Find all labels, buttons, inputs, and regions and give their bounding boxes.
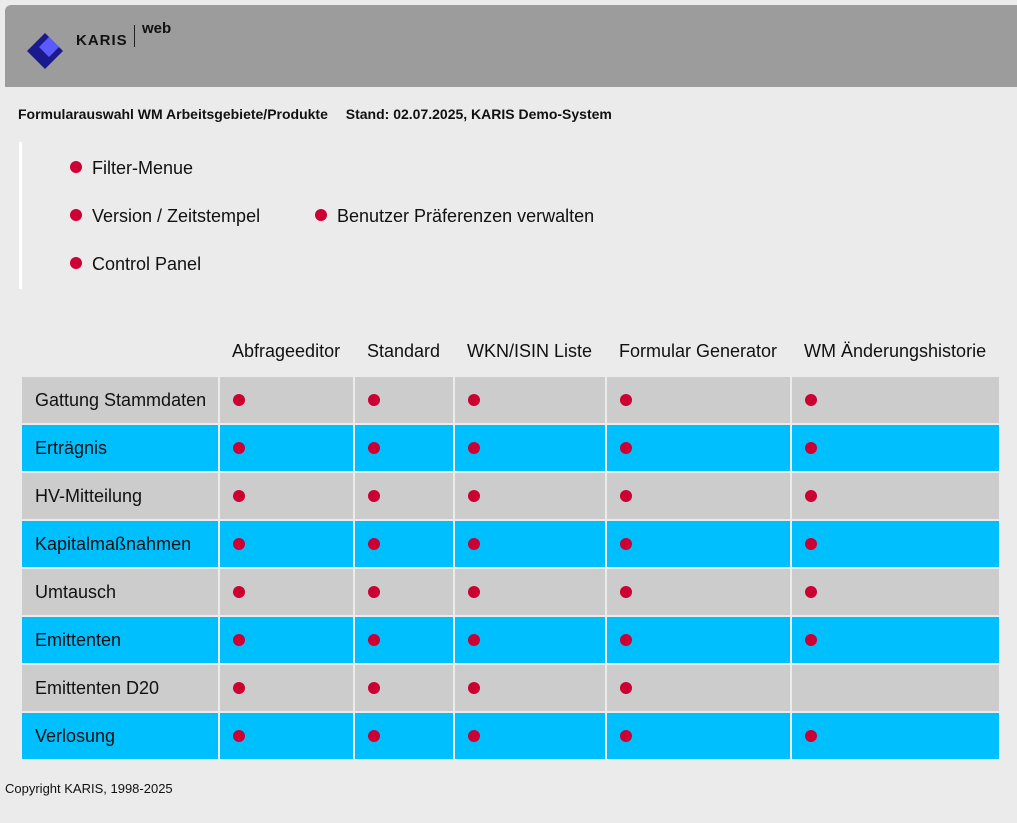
table-cell[interactable] [219, 472, 354, 520]
form-link-dot-icon[interactable] [805, 730, 817, 742]
form-link-dot-icon[interactable] [368, 442, 380, 454]
bullet-icon [70, 257, 82, 269]
row-label: Erträgnis [21, 424, 219, 472]
row-label: Emittenten D20 [21, 664, 219, 712]
table-header-row [21, 328, 1000, 376]
table-row [21, 664, 1000, 712]
form-link-dot-icon[interactable] [620, 634, 632, 646]
table-cell[interactable] [791, 568, 1000, 616]
table-row [21, 568, 1000, 616]
karis-diamond-logo-icon [25, 31, 65, 71]
table-cell[interactable] [454, 568, 606, 616]
form-link-dot-icon[interactable] [805, 538, 817, 550]
menu-item-preferences[interactable]: Benutzer Präferenzen verwalten [315, 206, 594, 227]
form-link-dot-icon[interactable] [468, 394, 480, 406]
table-cell[interactable] [354, 616, 454, 664]
form-link-dot-icon[interactable] [805, 634, 817, 646]
form-selection-table [20, 328, 1001, 761]
form-link-dot-icon[interactable] [368, 394, 380, 406]
brand-suffix: web [142, 20, 172, 37]
table-cell[interactable] [219, 616, 354, 664]
form-link-dot-icon[interactable] [620, 682, 632, 694]
form-link-dot-icon[interactable] [468, 538, 480, 550]
form-link-dot-icon[interactable] [805, 442, 817, 454]
form-link-dot-icon[interactable] [805, 586, 817, 598]
table-cell[interactable] [354, 568, 454, 616]
form-link-dot-icon[interactable] [620, 490, 632, 502]
form-link-dot-icon[interactable] [368, 634, 380, 646]
form-link-dot-icon[interactable] [233, 682, 245, 694]
table-cell[interactable] [606, 616, 791, 664]
form-link-dot-icon[interactable] [468, 442, 480, 454]
table-cell[interactable] [791, 520, 1000, 568]
form-link-dot-icon[interactable] [233, 730, 245, 742]
form-link-dot-icon[interactable] [233, 490, 245, 502]
table-cell[interactable] [454, 520, 606, 568]
column-header-empty [21, 328, 219, 376]
copyright-footer: Copyright KARIS, 1998-2025 [5, 781, 173, 796]
form-link-dot-icon[interactable] [233, 538, 245, 550]
table-cell[interactable] [454, 616, 606, 664]
form-link-dot-icon[interactable] [368, 730, 380, 742]
bullet-icon [315, 209, 327, 221]
table-row [21, 616, 1000, 664]
menu-item-control-panel[interactable]: Control Panel [70, 254, 201, 275]
form-link-dot-icon[interactable] [368, 538, 380, 550]
brand-name: KARIS [76, 32, 128, 49]
table-cell[interactable] [354, 712, 454, 760]
menu-item-version[interactable]: Version / Zeitstempel [70, 206, 260, 227]
table-cell[interactable] [454, 472, 606, 520]
row-label: Verlosung [21, 712, 219, 760]
table-cell[interactable] [791, 472, 1000, 520]
table-row [21, 472, 1000, 520]
column-header: WKN/ISIN Liste [467, 341, 593, 361]
table-cell[interactable] [219, 424, 354, 472]
form-link-dot-icon[interactable] [468, 682, 480, 694]
form-link-dot-icon[interactable] [368, 490, 380, 502]
row-label: Kapitalmaßnahmen [21, 520, 219, 568]
table-cell[interactable] [606, 424, 791, 472]
table-cell[interactable] [454, 376, 606, 424]
table-cell[interactable] [354, 424, 454, 472]
form-link-dot-icon[interactable] [620, 442, 632, 454]
column-header: WM Änderungshistorie [804, 341, 987, 361]
table-row [21, 376, 1000, 424]
stand-info: Stand: 02.07.2025, KARIS Demo-System [345, 106, 612, 122]
row-label: HV-Mitteilung [21, 472, 219, 520]
form-link-dot-icon[interactable] [468, 490, 480, 502]
form-link-dot-icon[interactable] [620, 730, 632, 742]
form-link-dot-icon[interactable] [233, 634, 245, 646]
app-header [5, 5, 1017, 87]
table-row [21, 712, 1000, 760]
table-cell[interactable] [454, 424, 606, 472]
row-label: Gattung Stammdaten [21, 376, 219, 424]
table-cell[interactable] [354, 664, 454, 712]
row-label: Emittenten [21, 616, 219, 664]
column-header: Formular Generator [619, 341, 778, 361]
table-cell[interactable] [791, 376, 1000, 424]
table-cell[interactable] [606, 712, 791, 760]
table-cell[interactable] [791, 616, 1000, 664]
table-cell[interactable] [219, 712, 354, 760]
form-link-dot-icon[interactable] [468, 586, 480, 598]
table-row [21, 520, 1000, 568]
form-link-dot-icon[interactable] [233, 394, 245, 406]
table-cell[interactable] [219, 376, 354, 424]
menu-item-filter[interactable]: Filter-Menue [70, 158, 193, 179]
form-link-dot-icon[interactable] [233, 586, 245, 598]
form-link-dot-icon[interactable] [805, 394, 817, 406]
page-subtitle [18, 106, 612, 122]
form-link-dot-icon[interactable] [368, 682, 380, 694]
bullet-icon [70, 161, 82, 173]
table-cell[interactable] [354, 376, 454, 424]
table-cell[interactable] [606, 664, 791, 712]
table-cell[interactable] [354, 472, 454, 520]
brand-separator [134, 25, 135, 47]
form-link-dot-icon[interactable] [805, 490, 817, 502]
form-link-dot-icon[interactable] [620, 538, 632, 550]
table-cell[interactable] [354, 520, 454, 568]
table-cell[interactable] [606, 376, 791, 424]
table-cell[interactable] [791, 712, 1000, 760]
table-cell[interactable] [606, 472, 791, 520]
table-body [21, 376, 1000, 760]
table-cell[interactable] [219, 568, 354, 616]
form-link-dot-icon[interactable] [620, 586, 632, 598]
form-link-dot-icon[interactable] [368, 586, 380, 598]
table-cell[interactable] [454, 664, 606, 712]
form-link-dot-icon[interactable] [468, 634, 480, 646]
table-cell [791, 664, 1000, 712]
table-cell[interactable] [606, 568, 791, 616]
column-header: Standard [367, 341, 441, 361]
table-cell[interactable] [606, 520, 791, 568]
table-row [21, 424, 1000, 472]
column-header: Abfrageeditor [232, 341, 341, 361]
table-cell[interactable] [219, 520, 354, 568]
table-cell[interactable] [454, 712, 606, 760]
table-cell[interactable] [791, 424, 1000, 472]
bullet-icon [70, 209, 82, 221]
quick-menu [19, 142, 622, 289]
row-label: Umtausch [21, 568, 219, 616]
form-link-dot-icon[interactable] [468, 730, 480, 742]
form-link-dot-icon[interactable] [233, 442, 245, 454]
page-title: Formularauswahl WM Arbeitsgebiete/Produkte [18, 106, 328, 122]
form-link-dot-icon[interactable] [620, 394, 632, 406]
table-cell[interactable] [219, 664, 354, 712]
